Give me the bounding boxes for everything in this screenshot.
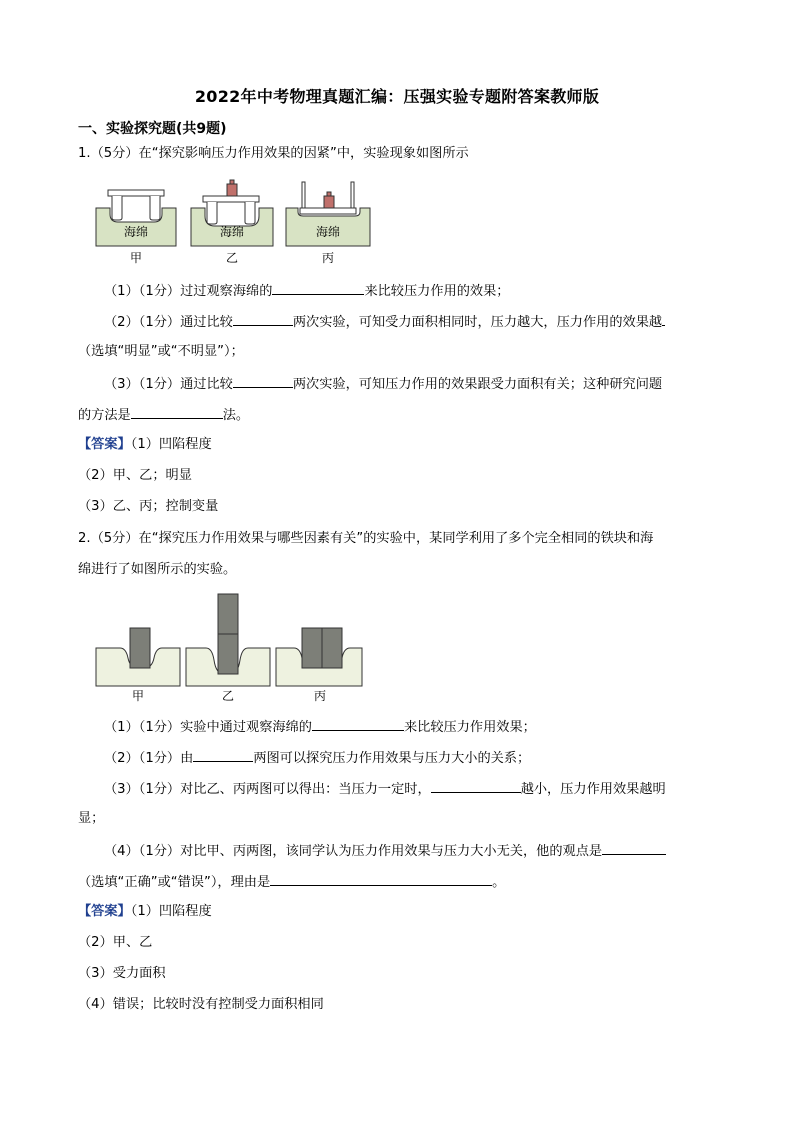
q2-part3: （3）（1分）对比乙、丙两图可以得出：当压力一定时， 越小，压力作用效果越明 bbox=[104, 778, 666, 800]
q2-stem-line2: 绵进行了如图所示的实验。 bbox=[78, 562, 237, 577]
q1-label-yi: 乙 bbox=[225, 251, 239, 265]
q1-answer-3: （3）乙、丙；控制变量 bbox=[78, 499, 219, 514]
q1-sponge-label: 海绵 bbox=[123, 225, 149, 239]
q2-answer-1: 【答案】（1）凹陷程度 bbox=[78, 904, 212, 919]
q1-figure bbox=[94, 178, 378, 268]
q2-figure-jia bbox=[96, 628, 180, 686]
q2-part4-cont: （选填“正确”或“错误”），理由是 。 bbox=[78, 871, 505, 893]
q2-figure-bing bbox=[276, 628, 362, 686]
answer-blank[interactable] bbox=[312, 716, 404, 731]
answer-blank[interactable] bbox=[233, 311, 293, 326]
q1-sponge-label: 海绵 bbox=[315, 225, 341, 239]
q2-part1: （1）（1分）实验中通过观察海绵的 来比较压力作用效果； bbox=[104, 716, 536, 738]
q1-part1: （1）（1分）过过观察海绵的 来比较压力作用的效果； bbox=[104, 280, 510, 302]
q2-figure bbox=[94, 592, 366, 704]
q2-label-bing: 丙 bbox=[313, 689, 327, 703]
answer-blank[interactable] bbox=[272, 280, 364, 295]
q2-answer-4: （4）错误；比较时没有控制受力面积相同 bbox=[78, 997, 324, 1012]
q1-label-bing: 丙 bbox=[321, 251, 335, 265]
q1-answer-1: 【答案】（1）凹陷程度 bbox=[78, 437, 212, 452]
page-title: 2022年中考物理真题汇编：压强实验专题附答案教师版 bbox=[194, 87, 600, 106]
q1-part3: （3）（1分）通过比较 两次实验，可知压力作用的效果跟受力面积有关；这种研究问题 bbox=[104, 373, 662, 395]
section-heading: 一、实验探究题(共9题) bbox=[78, 121, 227, 137]
q2-answer-3: （3）受力面积 bbox=[78, 966, 166, 981]
answer-blank[interactable] bbox=[131, 404, 223, 419]
q1-part2-cont: （选填“明显”或“不明显”）； bbox=[78, 344, 244, 359]
answer-blank[interactable] bbox=[193, 747, 253, 762]
q1-stem: 1.（5分）在“探究影响压力作用效果的因紧”中，实验现象如图所示 bbox=[78, 146, 469, 161]
q2-stem-line1: 2.（5分）在“探究压力作用效果与哪些因素有关”的实验中，某同学利用了多个完全相同的铁块和海 bbox=[78, 531, 654, 546]
answer-tag: 【答案】 bbox=[78, 904, 131, 919]
q2-part4: （4）（1分）对比甲、丙两图，该同学认为压力作用效果与压力大小无关，他的观点是 bbox=[104, 840, 666, 862]
answer-blank[interactable] bbox=[602, 840, 666, 855]
q1-part2: （2）（1分）通过比较 两次实验，可知受力面积相同时，压力越大，压力作用的效果越 bbox=[104, 311, 665, 333]
q2-label-yi: 乙 bbox=[221, 689, 235, 703]
answer-blank[interactable] bbox=[662, 311, 665, 326]
q1-answer-2: （2）甲、乙；明显 bbox=[78, 468, 192, 483]
q1-part3-cont: 的方法是 法。 bbox=[78, 404, 249, 426]
answer-blank[interactable] bbox=[270, 871, 492, 886]
q1-label-jia: 甲 bbox=[129, 251, 143, 265]
q2-part2: （2）（1分）由 两图可以探究压力作用效果与压力大小的关系； bbox=[104, 747, 530, 769]
q2-figure-yi bbox=[186, 594, 270, 686]
answer-blank[interactable] bbox=[233, 373, 293, 388]
answer-blank[interactable] bbox=[431, 778, 521, 793]
q2-label-jia: 甲 bbox=[131, 689, 145, 703]
answer-tag: 【答案】 bbox=[78, 437, 131, 452]
q2-answer-2: （2）甲、乙 bbox=[78, 935, 153, 950]
q1-sponge-label: 海绵 bbox=[219, 225, 245, 239]
q2-part3-cont: 显； bbox=[78, 811, 105, 826]
